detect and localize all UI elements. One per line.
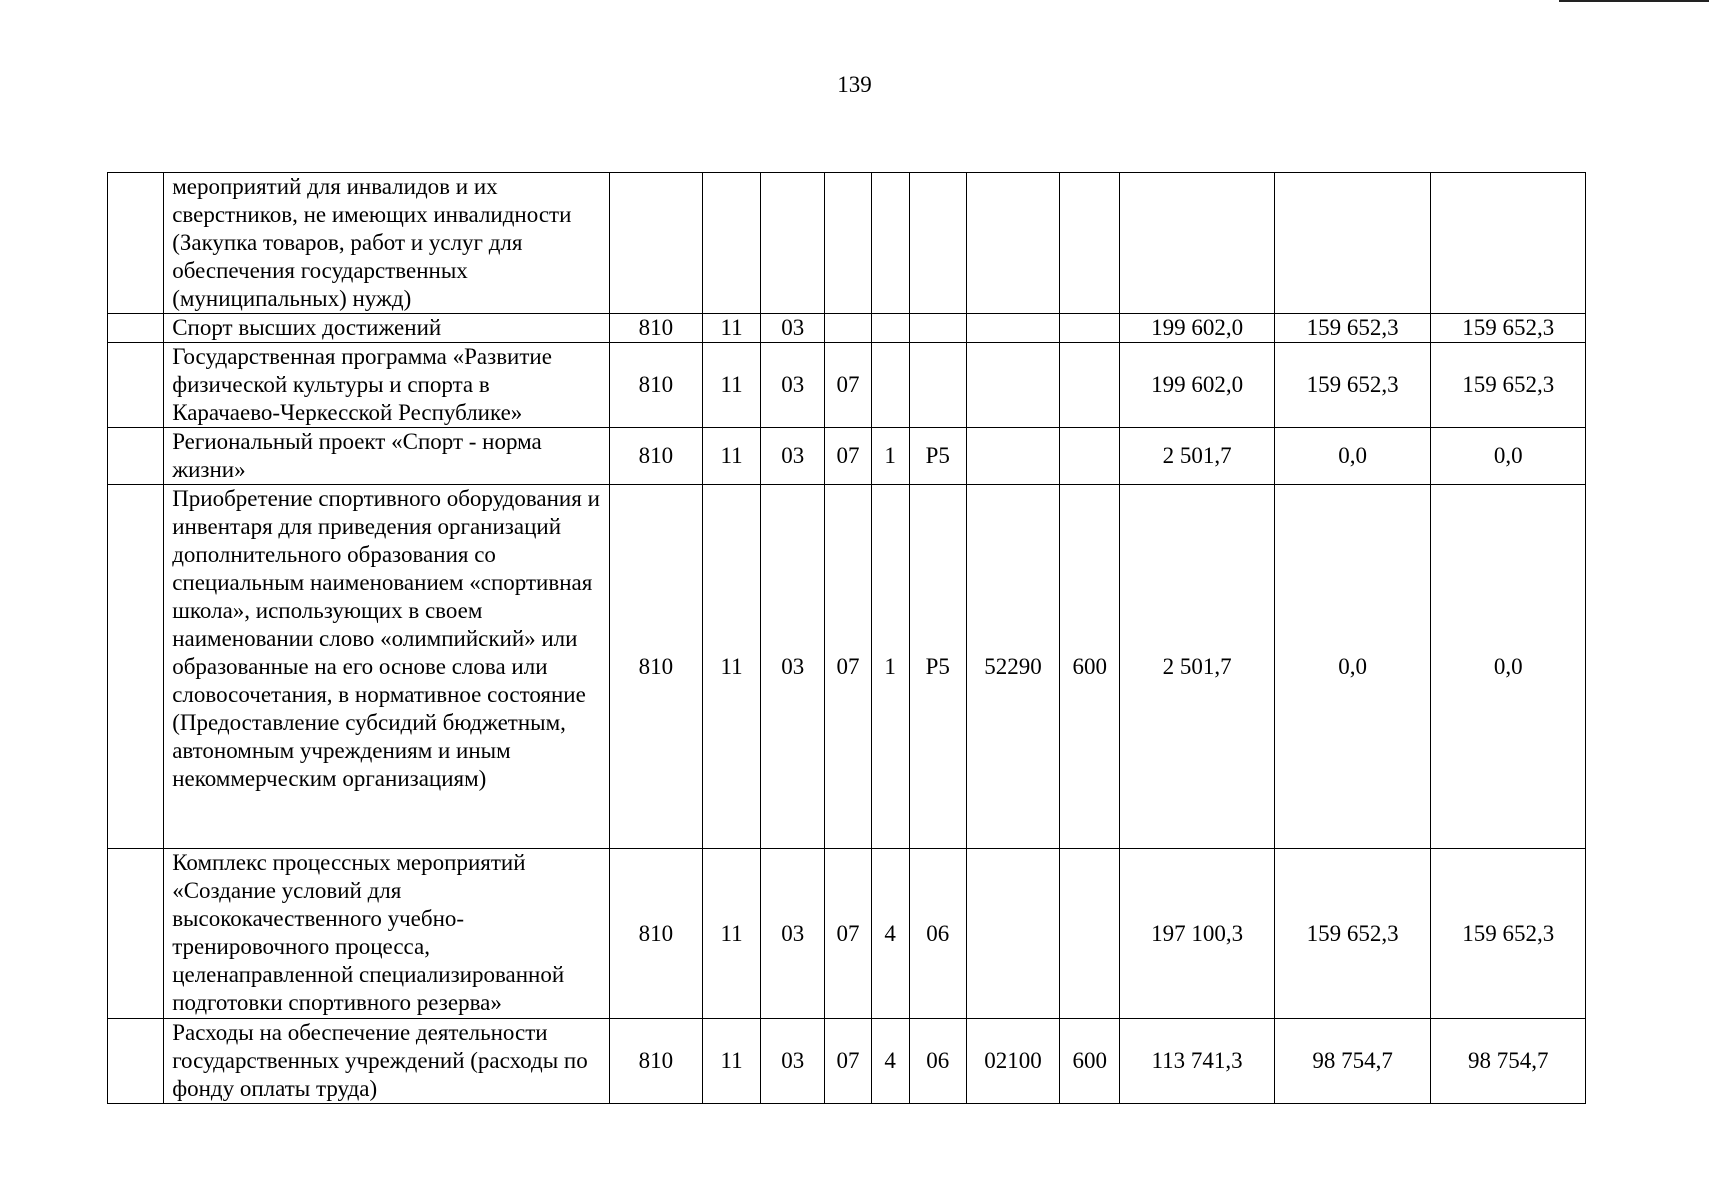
row-index-cell bbox=[108, 173, 164, 314]
sum-year3-cell bbox=[1431, 173, 1586, 314]
table-row bbox=[108, 428, 1586, 485]
row-name-cell: мероприятий для инвалидов и их сверстников, не имеющих инвалидности (Закупка товаров, работ и услуг для обеспечения государственных (муниципальных) нужд) bbox=[164, 173, 610, 314]
sum-year1-cell: 199 602,0 bbox=[1120, 343, 1275, 428]
sum-year1-cell: 2 501,7 bbox=[1120, 485, 1275, 849]
pr-cell: 03 bbox=[761, 314, 825, 343]
table-row bbox=[108, 173, 1586, 314]
pr-cell: 03 bbox=[761, 428, 825, 485]
project-cell bbox=[909, 343, 966, 428]
row-index-cell bbox=[108, 428, 164, 485]
sum-year2-cell bbox=[1274, 173, 1431, 314]
row-index-cell bbox=[108, 343, 164, 428]
expense-type-cell: 600 bbox=[1060, 485, 1120, 849]
sum-year1-cell bbox=[1120, 173, 1275, 314]
sum-year2-cell: 0,0 bbox=[1274, 485, 1431, 849]
subprogram-cell bbox=[871, 343, 909, 428]
expense-type-cell bbox=[1060, 314, 1120, 343]
row-index-cell bbox=[108, 1019, 164, 1104]
table-row bbox=[108, 485, 1586, 849]
rz-cell: 11 bbox=[703, 428, 761, 485]
sum-year1-cell: 2 501,7 bbox=[1120, 428, 1275, 485]
rz-cell: 11 bbox=[703, 849, 761, 1019]
sum-year3-cell: 159 652,3 bbox=[1431, 343, 1586, 428]
rz-cell: 11 bbox=[703, 343, 761, 428]
direction-cell bbox=[966, 428, 1059, 485]
page-number: 139 bbox=[837, 72, 872, 97]
project-cell: Р5 bbox=[909, 428, 966, 485]
ved-cell: 810 bbox=[609, 1019, 702, 1104]
program-cell bbox=[825, 173, 871, 314]
row-index-cell bbox=[108, 314, 164, 343]
row-index-cell bbox=[108, 485, 164, 849]
program-cell: 07 bbox=[825, 1019, 871, 1104]
row-name-cell: Региональный проект «Спорт - норма жизни» bbox=[164, 428, 610, 485]
ved-cell: 810 bbox=[609, 849, 702, 1019]
row-index-cell bbox=[108, 849, 164, 1019]
program-cell: 07 bbox=[825, 485, 871, 849]
row-name-cell: Государственная программа «Развитие физической культуры и спорта в Карачаево-Черкесской Республике» bbox=[164, 343, 610, 428]
subprogram-cell: 1 bbox=[871, 428, 909, 485]
subprogram-cell: 1 bbox=[871, 485, 909, 849]
subprogram-cell bbox=[871, 173, 909, 314]
sum-year1-cell: 113 741,3 bbox=[1120, 1019, 1275, 1104]
pr-cell: 03 bbox=[761, 849, 825, 1019]
pr-cell: 03 bbox=[761, 1019, 825, 1104]
table-row bbox=[108, 1019, 1586, 1104]
project-cell: 06 bbox=[909, 1019, 966, 1104]
program-cell: 07 bbox=[825, 343, 871, 428]
rz-cell: 11 bbox=[703, 314, 761, 343]
expense-type-cell: 600 bbox=[1060, 1019, 1120, 1104]
sum-year1-cell: 199 602,0 bbox=[1120, 314, 1275, 343]
subprogram-cell: 4 bbox=[871, 1019, 909, 1104]
sum-year3-cell: 159 652,3 bbox=[1431, 849, 1586, 1019]
project-cell bbox=[909, 173, 966, 314]
expense-type-cell bbox=[1060, 343, 1120, 428]
pr-cell: 03 bbox=[761, 485, 825, 849]
budget-table bbox=[107, 172, 1586, 1104]
subprogram-cell bbox=[871, 314, 909, 343]
sum-year1-cell: 197 100,3 bbox=[1120, 849, 1275, 1019]
rz-cell: 11 bbox=[703, 1019, 761, 1104]
row-name-cell: Расходы на обеспечение деятельности государственных учреждений (расходы по фонду оплаты труда) bbox=[164, 1019, 610, 1104]
sum-year2-cell: 159 652,3 bbox=[1274, 343, 1431, 428]
direction-cell: 52290 bbox=[966, 485, 1059, 849]
program-cell: 07 bbox=[825, 428, 871, 485]
table-row bbox=[108, 343, 1586, 428]
pr-cell bbox=[761, 173, 825, 314]
project-cell bbox=[909, 314, 966, 343]
ved-cell: 810 bbox=[609, 343, 702, 428]
direction-cell bbox=[966, 314, 1059, 343]
sum-year3-cell: 98 754,7 bbox=[1431, 1019, 1586, 1104]
direction-cell: 02100 bbox=[966, 1019, 1059, 1104]
sum-year3-cell: 0,0 bbox=[1431, 485, 1586, 849]
sum-year2-cell: 0,0 bbox=[1274, 428, 1431, 485]
table-row bbox=[108, 849, 1586, 1019]
program-cell: 07 bbox=[825, 849, 871, 1019]
direction-cell bbox=[966, 343, 1059, 428]
table-row bbox=[108, 314, 1586, 343]
top-edge-line bbox=[1559, 0, 1709, 2]
direction-cell bbox=[966, 173, 1059, 314]
pr-cell: 03 bbox=[761, 343, 825, 428]
ved-cell bbox=[609, 173, 702, 314]
program-cell bbox=[825, 314, 871, 343]
subprogram-cell: 4 bbox=[871, 849, 909, 1019]
sum-year3-cell: 0,0 bbox=[1431, 428, 1586, 485]
project-cell: 06 bbox=[909, 849, 966, 1019]
ved-cell: 810 bbox=[609, 485, 702, 849]
expense-type-cell bbox=[1060, 849, 1120, 1019]
sum-year3-cell: 159 652,3 bbox=[1431, 314, 1586, 343]
rz-cell bbox=[703, 173, 761, 314]
sum-year2-cell: 159 652,3 bbox=[1274, 314, 1431, 343]
project-cell: Р5 bbox=[909, 485, 966, 849]
expense-type-cell bbox=[1060, 428, 1120, 485]
ved-cell: 810 bbox=[609, 314, 702, 343]
sum-year2-cell: 98 754,7 bbox=[1274, 1019, 1431, 1104]
row-name-cell: Комплекс процессных мероприятий «Создание условий для высококачественного учебно-тренировочного процесса, целенаправленной специализированной подготовки спортивного резерва» bbox=[164, 849, 610, 1019]
row-name-cell: Приобретение спортивного оборудования и инвентаря для приведения организаций дополнительного образования со специальным наименованием «спортивная школа», использующих в своем наименовании слово «олимпийский» или образованные на его основе слова или словосочетания, в нормативное состояние (Предоставление субсидий бюджетным, автономным учреждениям и иным некоммерческим организациям) bbox=[164, 485, 610, 849]
sum-year2-cell: 159 652,3 bbox=[1274, 849, 1431, 1019]
row-name-cell: Спорт высших достижений bbox=[164, 314, 610, 343]
expense-type-cell bbox=[1060, 173, 1120, 314]
rz-cell: 11 bbox=[703, 485, 761, 849]
ved-cell: 810 bbox=[609, 428, 702, 485]
direction-cell bbox=[966, 849, 1059, 1019]
